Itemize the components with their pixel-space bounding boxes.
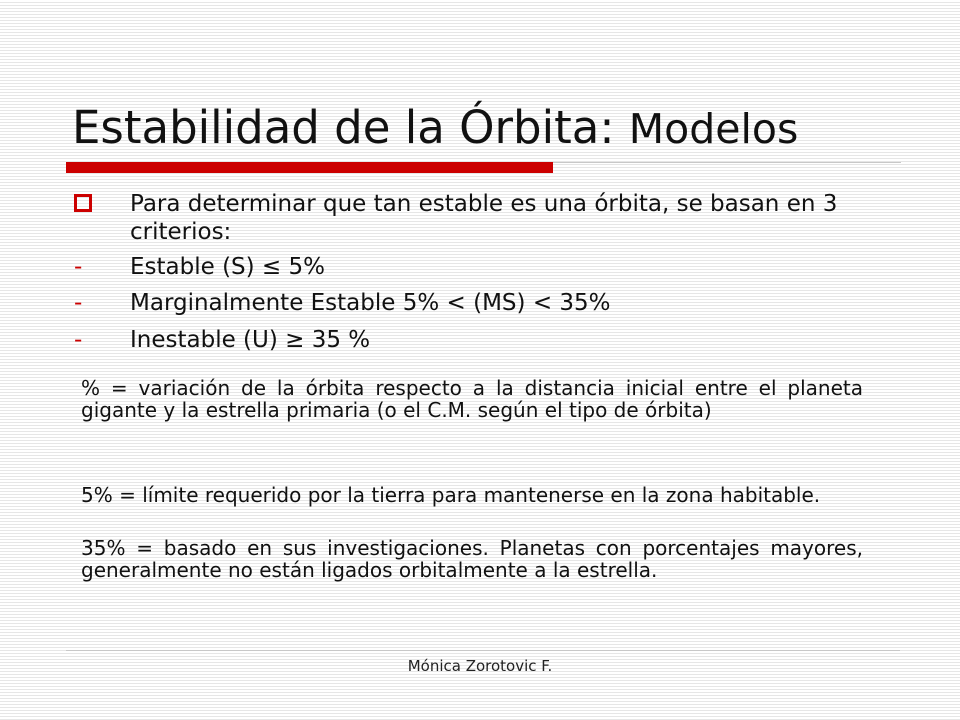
title-underline-thin <box>553 162 901 163</box>
title-part-2: Modelos <box>628 105 799 153</box>
criterion-text: Marginalmente Estable 5% < (MS) < 35% <box>130 290 611 316</box>
hollow-square-icon <box>74 194 92 212</box>
note-percent-definition: % = variación de la órbita respecto a la distancia inicial entre el planeta gigante y la estrella primaria (o el C.M. según el tipo de órbita) <box>81 376 863 422</box>
dash-marker: - <box>74 327 83 353</box>
criterion-marginal <box>74 289 894 319</box>
footer-author: Mónica Zorotovic F. <box>407 657 553 675</box>
title-part-1: Estabilidad de la Órbita: <box>72 101 629 154</box>
dash-marker: - <box>74 254 83 280</box>
bullet-text: Para determinar que tan estable es una órbita, se basan en 3 criterios: <box>130 191 838 245</box>
criterion-stable <box>74 253 894 283</box>
criterion-unstable <box>74 326 894 356</box>
slide-title <box>72 98 912 159</box>
criterion-text: Inestable (U) ≥ 35 % <box>130 327 371 353</box>
title-underline-red <box>66 162 553 173</box>
footer-rule <box>66 650 900 651</box>
criterion-text: Estable (S) ≤ 5% <box>130 254 326 280</box>
note-five-percent: 5% = límite requerido por la tierra para mantenerse en la zona habitable. <box>81 483 821 507</box>
dash-marker: - <box>74 290 83 316</box>
note-thirtyfive-percent: 35% = basado en sus investigaciones. Planetas con porcentajes mayores, generalmente no están ligados orbitalmente a la estrella. <box>81 536 863 582</box>
